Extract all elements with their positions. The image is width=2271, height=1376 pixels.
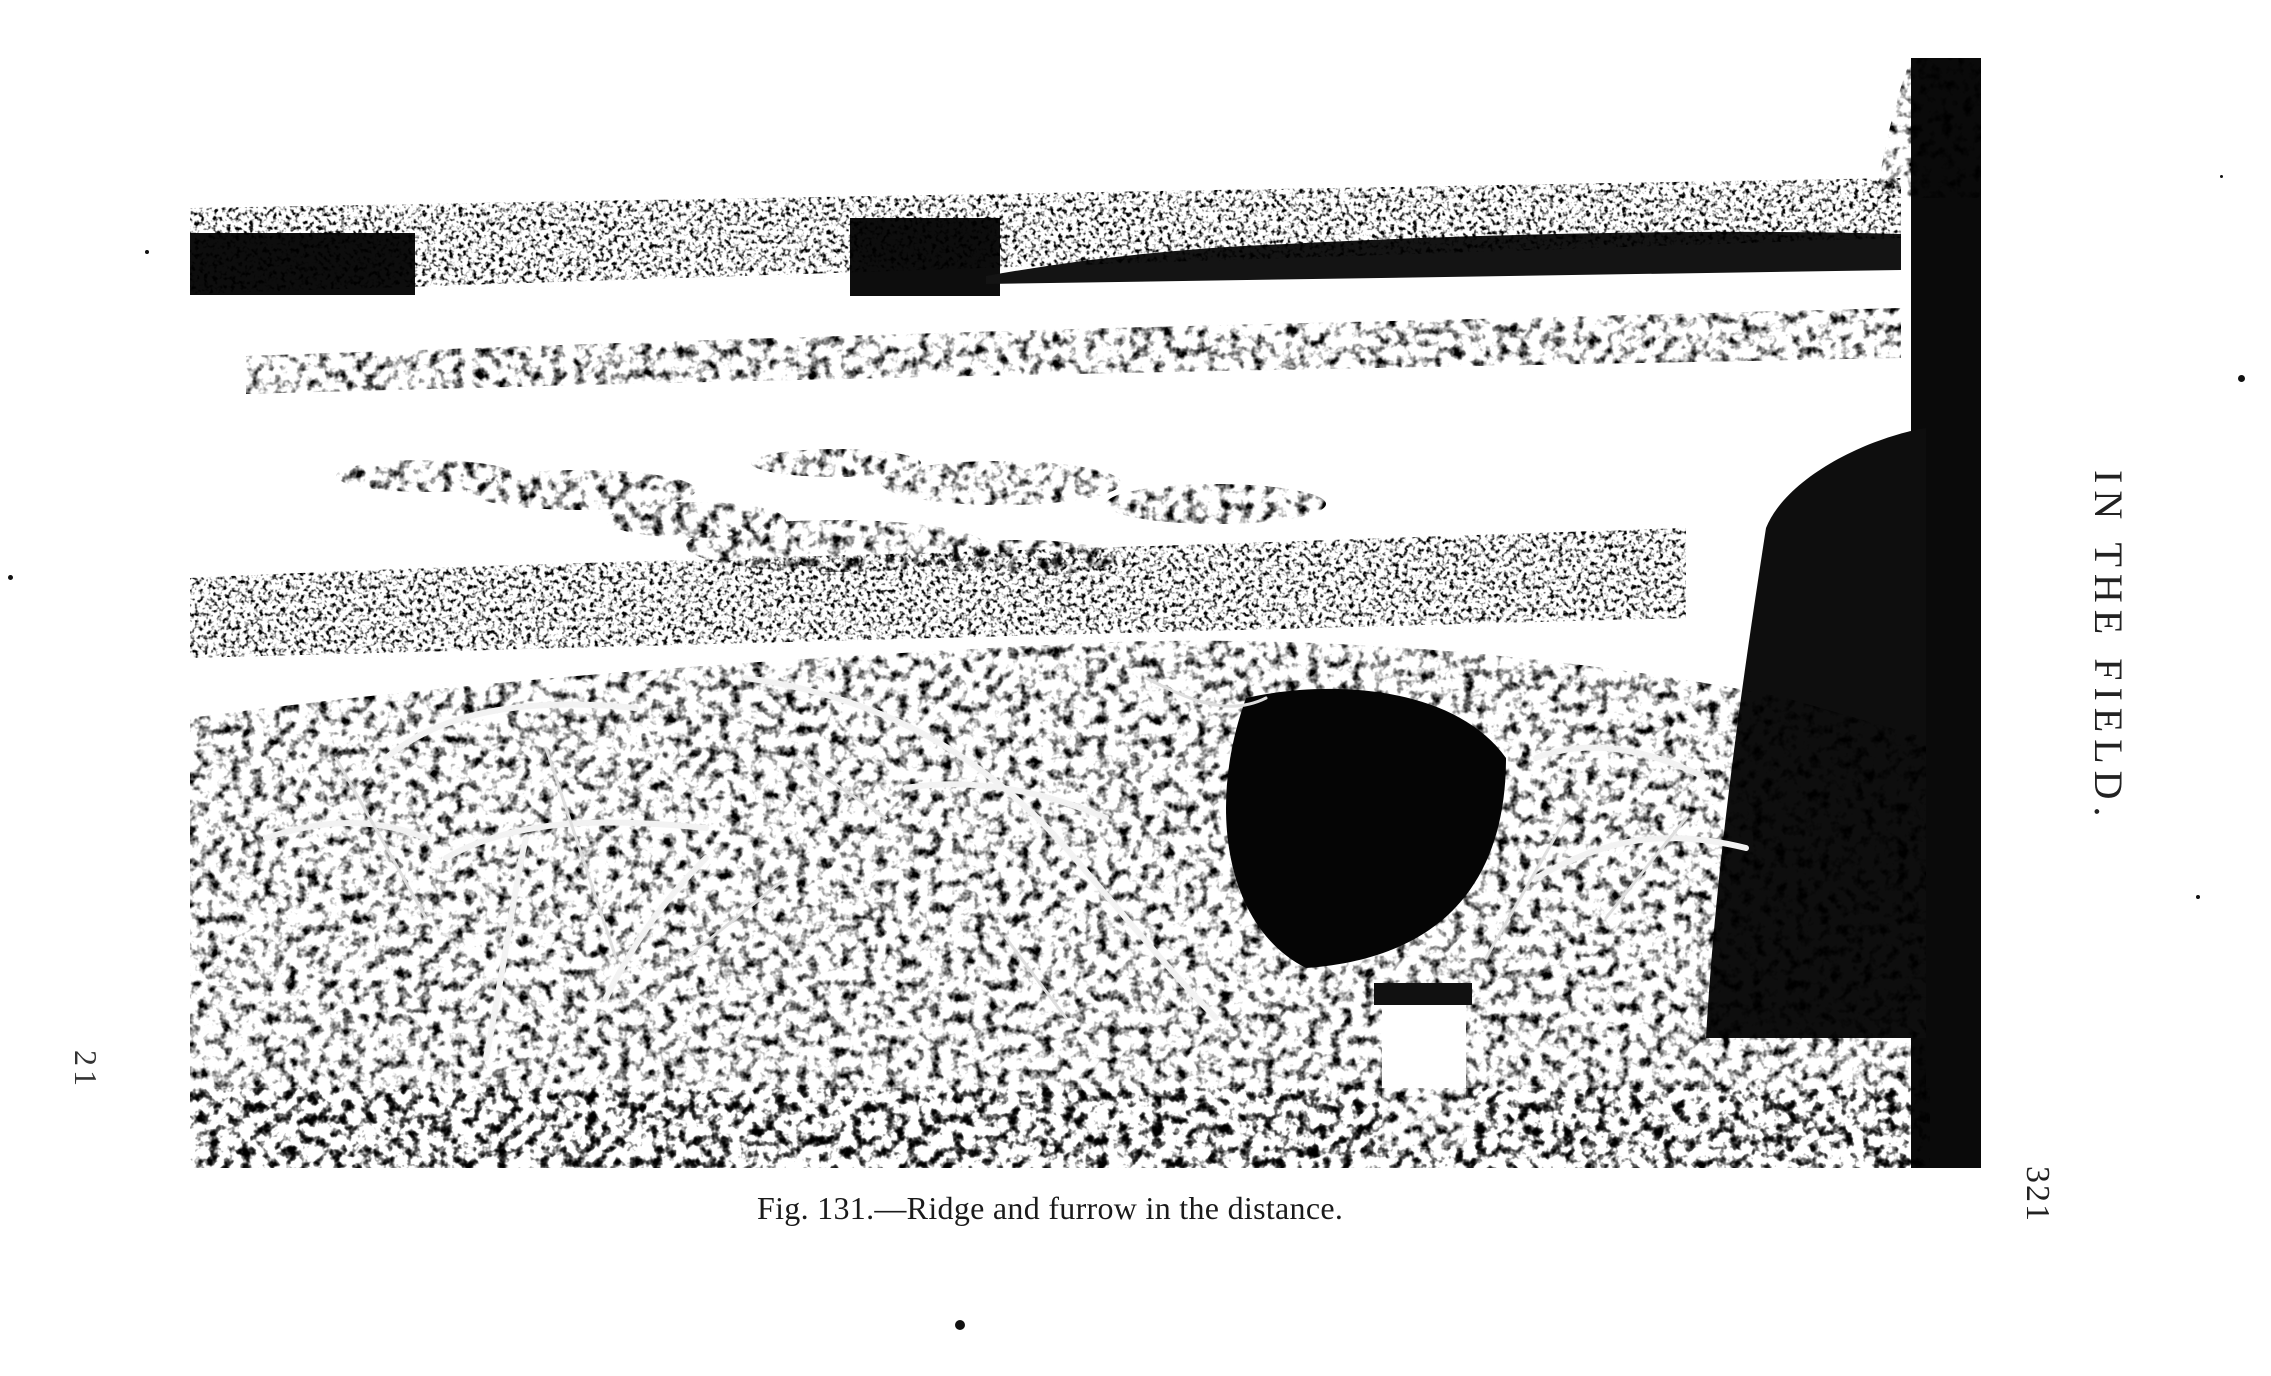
ink-speck <box>2238 375 2245 382</box>
ink-speck <box>145 250 149 254</box>
ink-speck <box>2196 895 2200 899</box>
running-head: IN THE FIELD. <box>2086 470 2131 824</box>
figure-photograph <box>186 58 1981 1168</box>
page-number: 321 <box>2019 1166 2056 1223</box>
ink-speck <box>8 575 13 580</box>
figure-caption: Fig. 131.—Ridge and furrow in the distance. <box>757 1190 1344 1226</box>
signature-mark: 21 <box>68 1050 104 1090</box>
ink-speck <box>2220 175 2223 178</box>
ink-speck <box>955 1320 965 1330</box>
